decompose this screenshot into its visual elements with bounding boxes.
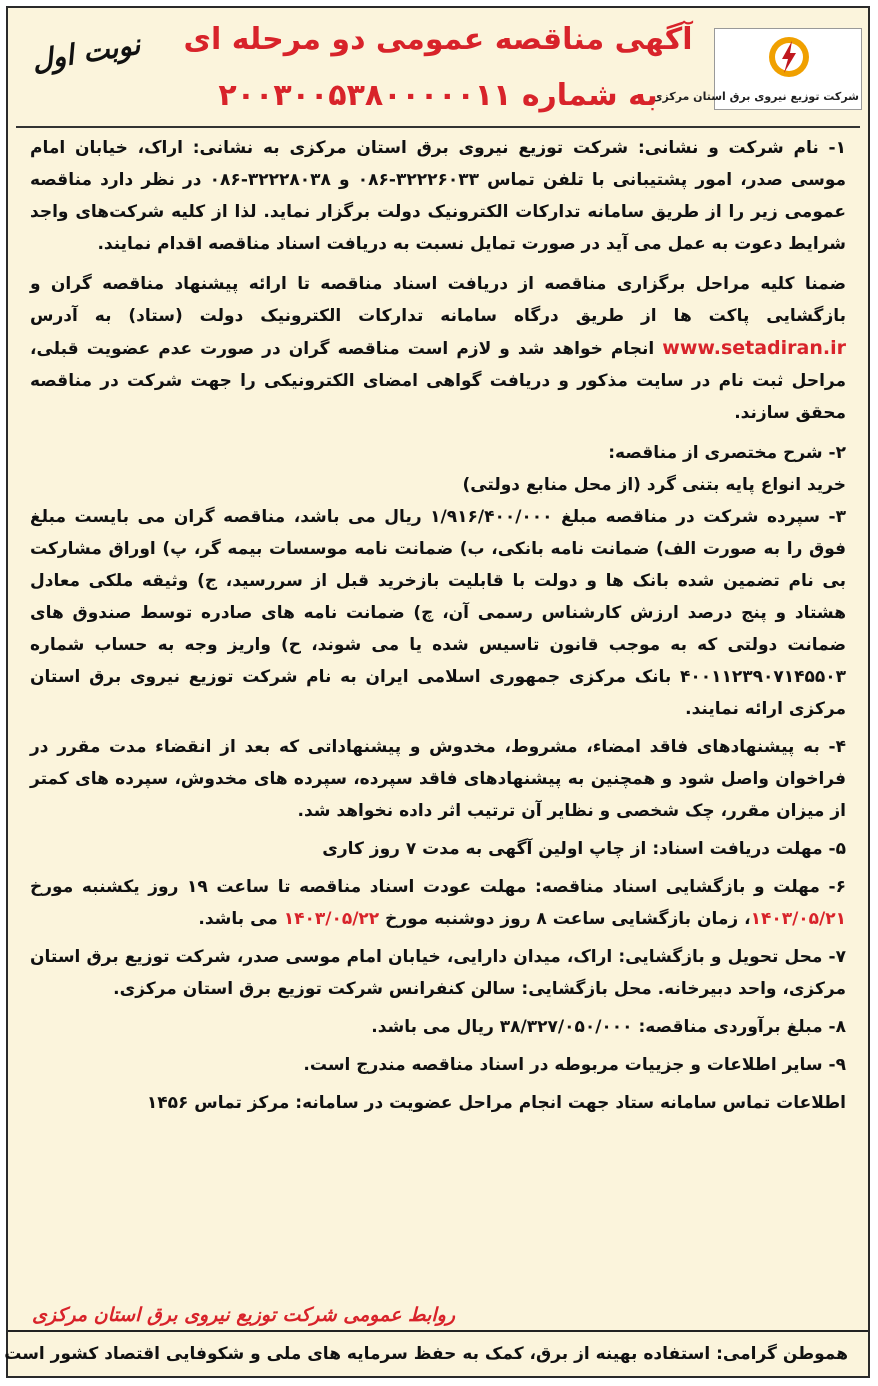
section-3-text: مبلغ ۱/۹۱۶/۴۰۰/۰۰۰ ریال می باشد، مناقصه گران می بایست مبلغ فوق را به صورت الف) ضمانت نامه بانکی، ب) ضمانت نامه موسسات بیمه گر، پ) اوراق مشارکت بی نام تضمین شده بانک ها و دولت با قابلیت بازخرید قبل از سررسید، ج) وثیقه ملکی معادل هشتاد و پنج درصد ارزش کارشناس رسمی آن، چ) ضمانت نامه های صادره توسط صندوق های ضمانت دولتی که به موجب قانون تاسیس شده یا می شوند، ح) واریز وجه به حساب شماره ۴۰۰۱۱۲۳۹۰۷۱۴۵۵۰۳ بانک مرکزی جمهوری اسلامی ایران به نام شرکت توزیع نیروی برق استان مرکزی ارائه نمایند. — [30, 507, 846, 719]
section-2 — [30, 437, 846, 469]
section-3-label: ۳- سپرده شرکت در مناقصه — [605, 507, 846, 527]
section-5-label: ۵- مهلت دریافت اسناد: — [652, 839, 846, 859]
section-5 — [30, 833, 846, 865]
publication-round: نوبت اول — [29, 27, 143, 78]
section-6 — [30, 871, 846, 935]
section-4: ۴- به پیشنهادهای فاقد امضاء، مشروط، مخدوش و پیشنهاداتی که بعد از انقضاء مدت مقرر در فراخوان واصل شود و همچنین به پیشنهادهای فاقد سپرده، سپرده های مخدوش، سپرده های کمتر از میزان مقرر، چک شخصی و نظایر آن ترتیب اثر داده نخواهد شد. — [30, 737, 846, 821]
paragraph-2-start: ضمنا کلیه مراحل برگزاری مناقصه از دریافت اسناد مناقصه تا ارائه پیشنهاد مناقصه گران و بازگشایی پاکت ها از طریق درگاه سامانه تدارکات الکترونیک دولت (ستاد) به آدرس — [30, 274, 846, 326]
section-2-text: خرید انواع پایه بتنی گرد (از محل منابع دولتی) — [462, 475, 846, 495]
section-8 — [30, 1011, 846, 1043]
section-1-label: ۱- نام شرکت و نشانی: — [637, 138, 846, 158]
section-5-text: از چاپ اولین آگهی به مدت ۷ روز کاری — [322, 839, 653, 859]
opening-date: ۱۴۰۳/۰۵/۲۲ — [283, 909, 380, 929]
deadline-date: ۱۴۰۳/۰۵/۲۱ — [750, 909, 846, 929]
notice-body — [30, 132, 846, 1119]
section-8-text: ۳۸/۳۲۷/۰۵۰/۰۰۰ ریال می باشد. — [371, 1017, 639, 1037]
company-logo — [652, 28, 862, 110]
section-1-text: شرکت توزیع نیروی برق استان مرکزی به نشانی: اراک، خیابان امام موسی صدر، امور پشتیبانی با تلفن تماس ۳۲۲۲۶۰۳۳-۰۸۶ و ۳۲۲۲۸۰۳۸-۰۸۶ در نظر دارد مناقصه عمومی زیر را از طریق سامانه تدارکات الکترونیک دولت برگزار نماید. لذا از کلیه شرکت‌های واجد شرایط دعوت به عمل می آید در صورت تمایل نسبت به دریافت اسناد مناقصه اقدام نمایند. — [30, 138, 846, 254]
logo-caption: شرکت توزیع نیروی برق استان مرکزی — [652, 90, 859, 103]
section-8-label: ۸- مبلغ برآوردی مناقصه: — [638, 1017, 846, 1037]
power-company-logo-icon — [767, 35, 811, 79]
public-relations-signature: روابط عمومی شرکت توزیع نیروی برق استان مرکزی — [32, 1304, 455, 1326]
section-9: ۹- سایر اطلاعات و جزییات مربوطه در اسناد مناقصه مندرج است. — [303, 1055, 846, 1075]
footer-slogan — [4, 1338, 848, 1370]
section-1-paragraph-2 — [30, 268, 846, 429]
notice-number: به شماره ۲۰۰۳۰۰۵۳۸۰۰۰۰۰۱۱ — [218, 78, 658, 113]
section-6-text-b: ، زمان بازگشایی ساعت ۸ روز دوشنبه مورخ — [379, 909, 751, 929]
section-6-label: ۶- مهلت و بازگشایی اسناد مناقصه: — [535, 877, 846, 897]
section-7-text: اراک، میدان دارایی، خیابان امام موسی صدر، شرکت توزیع برق استان مرکزی، واحد دبیرخانه. محل بازگشایی: سالن کنفرانس شرکت توزیع برق استان مرکزی. — [30, 947, 846, 999]
section-7 — [30, 941, 846, 1005]
section-6-text-c: می باشد. — [198, 909, 284, 929]
section-7-label: ۷- محل تحویل و بازگشایی: — [618, 947, 846, 967]
footer-text: هموطن گرامی: استفاده بهینه از برق، کمک به حفظ سرمایه های ملی و شکوفایی اقتصاد کشور است — [4, 1344, 848, 1364]
section-2-label: ۲- شرح مختصری از مناقصه: — [608, 443, 846, 463]
section-3 — [30, 501, 846, 725]
setadiran-link[interactable]: www.setadiran.ir — [662, 337, 846, 359]
contact-info: اطلاعات تماس سامانه ستاد جهت انجام مراحل عضویت در سامانه: مرکز تماس ۱۴۵۶ — [146, 1093, 846, 1113]
paragraph-2-end: انجام خواهد شد و لازم است مناقصه گران در صورت عدم عضویت قبلی، مراحل ثبت نام در سایت مذکور و دریافت گواهی امضای الکترونیکی را جهت شرکت در مناقصه محقق سازند. — [30, 339, 846, 423]
header-divider — [16, 126, 860, 128]
tender-notice — [6, 6, 870, 1378]
section-6-text-a: مهلت عودت اسناد مناقصه تا ساعت ۱۹ روز یکشنبه مورخ — [30, 877, 536, 897]
footer-divider — [8, 1330, 868, 1332]
notice-title: آگهی مناقصه عمومی دو مرحله ای — [183, 22, 693, 57]
section-1 — [30, 132, 846, 260]
